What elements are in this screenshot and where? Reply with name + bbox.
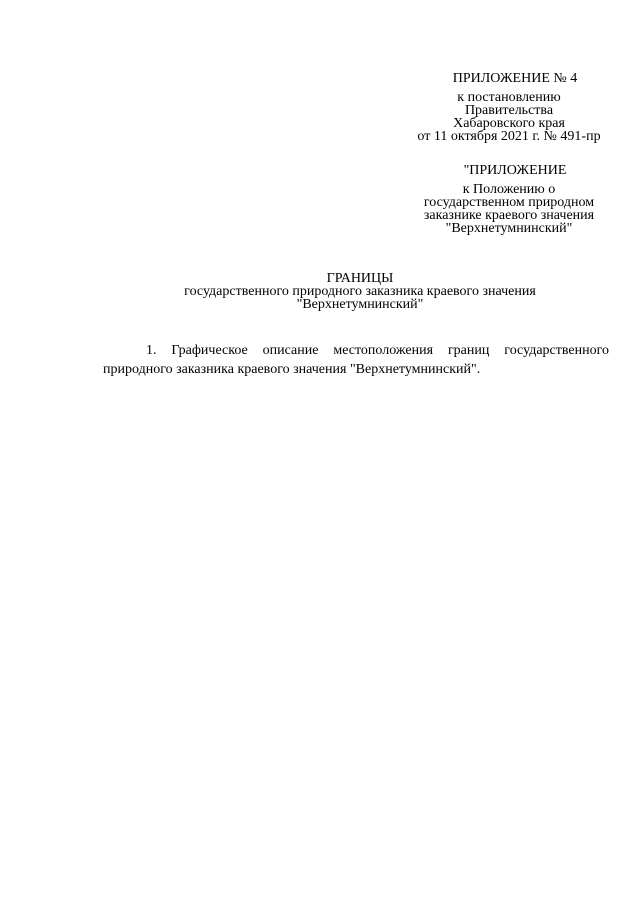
appendix-4-line-2: Правительства (464, 103, 554, 118)
appendix-regulation-line-3: заказнике краевого значения (423, 208, 595, 223)
appendix-regulation-line-1: к Положению о (462, 182, 556, 197)
body-paragraph-line-1: 1. Графическое описание местоположения границ государственного (146, 343, 609, 358)
appendix-regulation-line-2: государственном природном (423, 195, 595, 210)
appendix-regulation-block (400, 164, 618, 235)
document-subtitle-line-2: "Верхнетумнинский" (296, 297, 424, 312)
appendix-4-line-3: Хабаровского края (453, 116, 565, 131)
appendix-4-heading: ПРИЛОЖЕНИЕ № 4 (452, 71, 578, 86)
document-title: ГРАНИЦЫ (326, 271, 394, 286)
appendix-regulation-line-4: "Верхнетумнинский" (445, 221, 573, 236)
body-paragraph (103, 341, 609, 379)
appendix-4-line-1: к постановлению (457, 90, 561, 105)
appendix-4-line-4: от 11 октября 2021 г. № 491-пр (417, 129, 601, 144)
document-subtitle-line-1: государственного природного заказника краевого значения (184, 284, 536, 299)
body-paragraph-line-2: природного заказника краевого значения "Верхнетумнинский". (103, 362, 481, 377)
document-title-block (150, 272, 570, 311)
appendix-regulation-heading: "ПРИЛОЖЕНИЕ (463, 163, 567, 178)
appendix-4-block (400, 72, 618, 143)
